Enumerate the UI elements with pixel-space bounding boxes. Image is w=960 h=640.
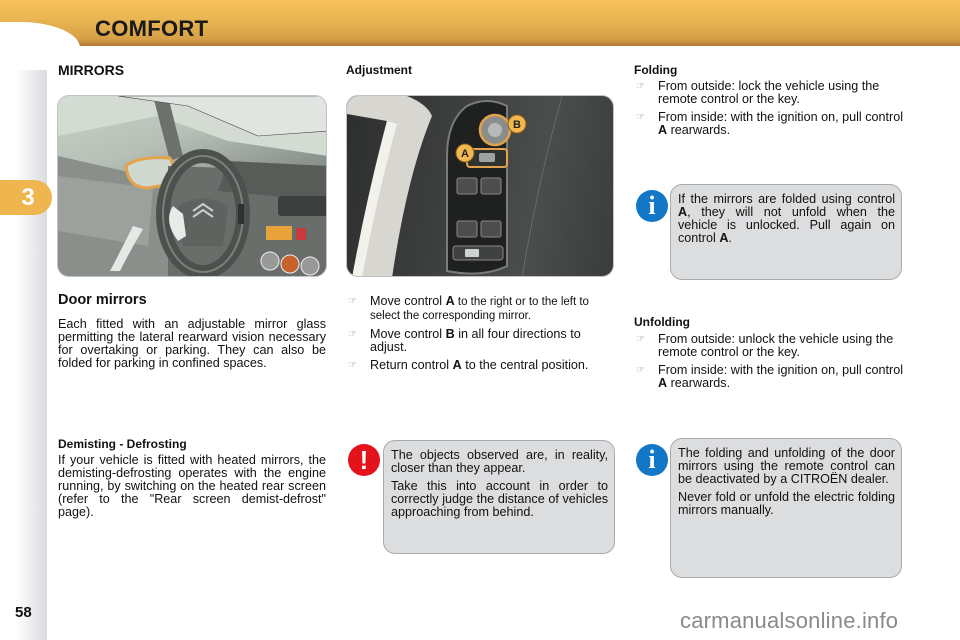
info-text-dealer-1: The folding and unfolding of the door mirrors using the remote control can be deactivated by a CITROËN dealer. [678, 446, 895, 486]
pointing-hand-icon: ☞ [636, 334, 645, 345]
adjustment-step-1: ☞ Move control A to the right or to the left to select the corresponding mirror. [348, 294, 589, 322]
pointing-hand-icon: ☞ [348, 360, 357, 371]
left-gutter [15, 70, 47, 640]
dashboard-illustration [58, 96, 327, 277]
chapter-tab [0, 180, 52, 215]
svg-text:A: A [461, 148, 469, 160]
warning-text-2: Take this into account in order to correctly judge the distance of vehicles approaching from behind. [391, 479, 608, 519]
door-control-panel-image [346, 95, 614, 277]
info-callout-dealer [670, 438, 902, 578]
info-icon: i [636, 444, 668, 476]
pointing-hand-icon: ☞ [348, 329, 357, 340]
page-number: 58 [15, 604, 32, 621]
adjustment-step-2: ☞ Move control B in all four directions to adjust. [348, 327, 581, 354]
door-mirrors-body: Each fitted with an adjustable mirror glass permitting the lateral rearward vision necessary for overtaking or parking. They can also be folded for parking in confined spaces. [58, 317, 326, 370]
unfolding-steps [634, 333, 904, 395]
demisting-heading: Demisting - Defrosting [58, 437, 187, 451]
warning-callout [383, 440, 615, 554]
folding-steps [634, 80, 904, 142]
info-text-dealer-2: Never fold or unfold the electric folding mirrors manually. [678, 490, 895, 517]
unfolding-step-1: ☞ From outside: unlock the vehicle using the remote control or the key. [636, 332, 894, 359]
info-icon: i [636, 190, 668, 222]
info-text-folding: If the mirrors are folded using control A, they will not unfold when the vehicle is unlocked. Pull again on control A. [678, 192, 895, 245]
unfolding-step-2: ☞ From inside: with the ignition on, pull control A rearwards. [636, 363, 904, 390]
adjustment-heading: Adjustment [346, 63, 412, 77]
unfolding-heading: Unfolding [634, 315, 690, 329]
chapter-number: 3 [21, 183, 35, 211]
folding-step-1: ☞ From outside: lock the vehicle using the remote control or the key. [636, 79, 880, 106]
warning-icon: ! [348, 444, 380, 476]
demisting-body: If your vehicle is fitted with heated mirrors, the demisting-defrosting operates with the engine running, by switching on the heated rear screen (refer to the "Rear screen demist-defrost" page). [58, 453, 326, 519]
folding-step-2: ☞ From inside: with the ignition on, pull control A rearwards. [636, 110, 904, 137]
page-title: COMFORT [95, 16, 209, 41]
pointing-hand-icon: ☞ [348, 296, 357, 307]
dashboard-cabin-image [57, 95, 327, 277]
pointing-hand-icon: ☞ [636, 81, 645, 92]
warning-text-1: The objects observed are, in reality, closer than they appear. [391, 448, 608, 475]
adjustment-step-3: ☞ Return control A to the central position. [348, 358, 589, 372]
info-callout-folding [670, 184, 902, 280]
watermark: carmanualsonline.info [680, 608, 899, 633]
svg-text:B: B [513, 119, 521, 131]
section-title-mirrors: MIRRORS [58, 62, 125, 78]
adjustment-steps [346, 295, 616, 377]
pointing-hand-icon: ☞ [636, 112, 645, 123]
door-mirrors-heading: Door mirrors [58, 292, 147, 308]
pointing-hand-icon: ☞ [636, 365, 645, 376]
folding-heading: Folding [634, 63, 678, 77]
control-panel-illustration [347, 96, 614, 277]
